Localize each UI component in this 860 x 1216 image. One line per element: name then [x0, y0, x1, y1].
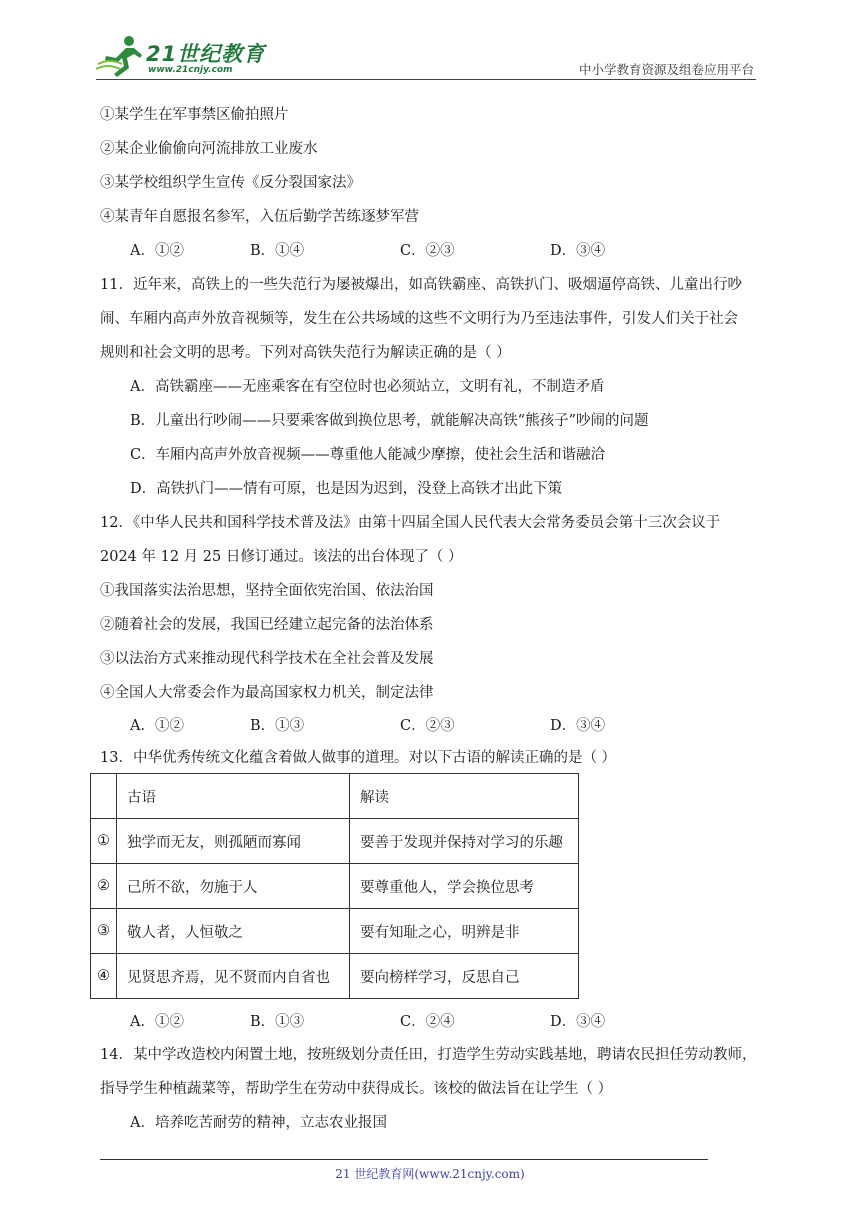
brand-url: www.21cnjy.com	[148, 65, 233, 75]
q11-option-c: C．车厢内高声外放音视频——尊重他人能减少摩擦，使社会生活和谐融洽	[130, 447, 606, 463]
q10-option-b: B．①④	[250, 243, 305, 259]
q14-stem-1: 14．某中学改造校内闲置土地，按班级划分责任田，打造学生劳动实践基地，聘请农民担任劳动教师，	[100, 1047, 757, 1063]
table-header-row	[91, 774, 579, 819]
table-header-cell: 解读	[350, 774, 579, 819]
q12-stem-1: 12．《中华人民共和国科学技术普及法》由第十四届全国人民代表大会常务委员会第十三次会议于	[100, 515, 721, 531]
table-cell-saying: 见贤思齐焉，见不贤而内自省也	[117, 954, 350, 999]
q11-option-a: A．高铁霸座——无座乘客在有空位时也必须站立，文明有礼，不制造矛盾	[130, 379, 605, 395]
table-cell-saying: 敬人者，人恒敬之	[117, 909, 350, 954]
runner-icon	[96, 34, 146, 78]
table-header-cell: 古语	[117, 774, 350, 819]
q11-option-b: B．儿童出行吵闹——只要乘客做到换位思考，就能解决高铁“熊孩子”吵闹的问题	[130, 413, 649, 429]
q11-stem-3: 规则和社会文明的思考。下列对高铁失范行为解读正确的是（ ）	[100, 345, 511, 361]
table-row	[91, 864, 579, 909]
q11-stem-1: 11．近年来，高铁上的一些失范行为屡被爆出，如高铁霸座、高铁扒门、吸烟逼停高铁、儿童出行吵	[100, 277, 742, 293]
table-row	[91, 909, 579, 954]
q12-item-1: ①我国落实法治思想，坚持全面依宪治国、依法治国	[100, 583, 434, 599]
q13-option-c: C．②④	[400, 1014, 455, 1030]
q10-option-d: D．③④	[550, 243, 606, 259]
brand-name: 21世纪教育	[146, 42, 266, 66]
q10-item-3: ③某学校组织学生宣传《反分裂国家法》	[100, 175, 361, 191]
q14-stem-2: 指导学生种植蔬菜等，帮助学生在劳动中获得成长。该校的做法旨在让学生（ ）	[100, 1081, 613, 1097]
table-cell-saying: 独学而无友，则孤陋而寡闻	[117, 819, 350, 864]
q13-option-b: B．①③	[250, 1014, 305, 1030]
q14-option-a: A．培养吃苦耐劳的精神，立志农业报国	[130, 1115, 387, 1131]
q12-option-d: D．③④	[550, 718, 606, 734]
table-cell-number: ③	[91, 909, 117, 954]
q10-item-1: ①某学生在军事禁区偷拍照片	[100, 107, 289, 123]
platform-label: 中小学教育资源及组卷应用平台	[578, 62, 754, 77]
q11-stem-2: 闹、车厢内高声外放音视频等，发生在公共场域的这些不文明行为乃至违法事件，引发人们关于社会	[100, 311, 738, 327]
q12-stem-2: 2024 年 12 月 25 日修订通过。该法的出台体现了（ ）	[100, 549, 463, 565]
q10-option-a: A．①②	[130, 243, 184, 259]
q10-option-c: C．②③	[400, 243, 455, 259]
page-header	[0, 0, 860, 82]
table-cell-number: ②	[91, 864, 117, 909]
footer-divider	[100, 1159, 708, 1160]
table-cell-number: ①	[91, 819, 117, 864]
q12-item-2: ②随着社会的发展，我国已经建立起完备的法治体系	[100, 617, 434, 633]
table-cell-number: ④	[91, 954, 117, 999]
q13-option-d: D．③④	[550, 1014, 606, 1030]
q12-option-c: C．②③	[400, 718, 455, 734]
q13-option-a: A．①②	[130, 1014, 184, 1030]
q12-item-4: ④全国人大常委会作为最高国家权力机关，制定法律	[100, 685, 434, 701]
header-divider	[96, 79, 756, 80]
table-cell-interpretation: 要向榜样学习，反思自己	[350, 954, 579, 999]
table-cell-interpretation: 要有知耻之心，明辨是非	[350, 909, 579, 954]
table-cell-saying: 己所不欲，勿施于人	[117, 864, 350, 909]
q12-option-b: B．①③	[250, 718, 305, 734]
q10-item-4: ④某青年自愿报名参军，入伍后勤学苦练逐梦军营	[100, 209, 419, 225]
q12-option-a: A．①②	[130, 718, 184, 734]
table-row	[91, 819, 579, 864]
table-row	[91, 954, 579, 999]
q11-option-d: D．高铁扒门——情有可原，也是因为迟到，没登上高铁才出此下策	[130, 481, 563, 497]
q13-stem: 13．中华优秀传统文化蕴含着做人做事的道理。对以下古语的解读正确的是（ ）	[100, 750, 617, 766]
q12-item-3: ③以法治方式来推动现代科学技术在全社会普及发展	[100, 651, 434, 667]
q13-table	[90, 773, 579, 999]
table-cell-interpretation: 要尊重他人，学会换位思考	[350, 864, 579, 909]
footer-text: 21 世纪教育网(www.21cnjy.com)	[335, 1167, 525, 1181]
q10-item-2: ②某企业偷偷向河流排放工业废水	[100, 141, 318, 157]
table-header-cell	[91, 774, 117, 819]
table-cell-interpretation: 要善于发现并保持对学习的乐趣	[350, 819, 579, 864]
